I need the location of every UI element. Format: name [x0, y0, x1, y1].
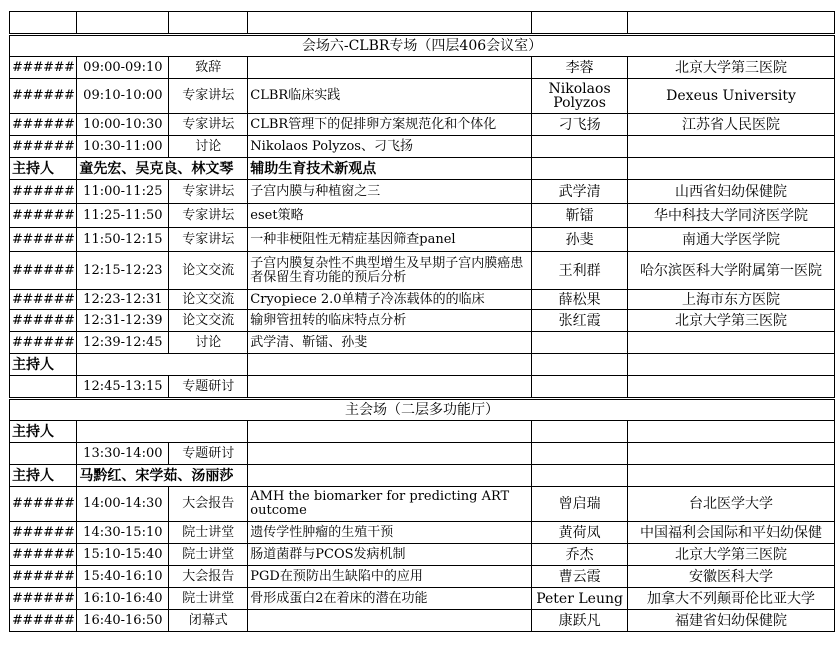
date-cell[interactable]: ###### — [10, 57, 77, 79]
header-cell[interactable] — [532, 12, 628, 34]
org-cell[interactable]: 加拿大不列颠哥伦比亚大学 — [628, 588, 835, 610]
topic-cell[interactable] — [248, 610, 532, 632]
speaker-cell[interactable]: 曹云霞 — [532, 566, 628, 588]
session-topic[interactable] — [248, 354, 532, 376]
host-label[interactable]: 主持人 — [10, 421, 77, 443]
date-cell[interactable] — [10, 443, 77, 465]
time-cell[interactable]: 14:00-14:30 — [77, 487, 169, 522]
time-cell[interactable]: 14:30-15:10 — [77, 522, 169, 544]
speaker-cell[interactable]: 孙斐 — [532, 228, 628, 252]
org-cell[interactable]: 华中科技大学同济医学院 — [628, 204, 835, 228]
speaker-cell[interactable] — [532, 136, 628, 158]
host-row — [10, 158, 835, 180]
date-cell[interactable]: ###### — [10, 180, 77, 204]
schedule-row — [10, 290, 835, 310]
org-cell[interactable]: Dexeus University — [628, 79, 835, 114]
time-cell[interactable]: 12:31-12:39 — [77, 310, 169, 332]
type-cell[interactable]: 论文交流 — [169, 310, 248, 332]
speaker-cell[interactable]: 曾启瑞 — [532, 487, 628, 522]
time-cell[interactable]: 11:25-11:50 — [77, 204, 169, 228]
org-cell[interactable] — [628, 376, 835, 398]
time-cell[interactable]: 16:10-16:40 — [77, 588, 169, 610]
speaker-cell[interactable]: 王利群 — [532, 252, 628, 290]
schedule-row — [10, 566, 835, 588]
topic-cell[interactable]: 肠道菌群与PCOS发病机制 — [248, 544, 532, 566]
speaker-cell[interactable]: 刁飞扬 — [532, 114, 628, 136]
date-cell[interactable]: ###### — [10, 290, 77, 310]
time-cell[interactable]: 16:40-16:50 — [77, 610, 169, 632]
org-cell[interactable]: 南通大学医学院 — [628, 228, 835, 252]
speaker-cell[interactable] — [532, 332, 628, 354]
header-cell[interactable] — [248, 12, 532, 34]
topic-cell[interactable]: 骨形成蛋白2在着床的潜在功能 — [248, 588, 532, 610]
date-cell[interactable]: ###### — [10, 310, 77, 332]
speaker-cell[interactable]: 李蓉 — [532, 57, 628, 79]
speaker-cell[interactable]: Peter Leung — [532, 588, 628, 610]
date-cell[interactable]: ###### — [10, 566, 77, 588]
type-cell[interactable]: 大会报告 — [169, 487, 248, 522]
topic-cell[interactable]: 武学清、靳镭、孙斐 — [248, 332, 532, 354]
date-cell[interactable] — [10, 376, 77, 398]
schedule-row — [10, 610, 835, 632]
date-cell[interactable]: ###### — [10, 114, 77, 136]
topic-cell[interactable] — [248, 443, 532, 465]
schedule-row — [10, 522, 835, 544]
time-cell[interactable]: 11:00-11:25 — [77, 180, 169, 204]
type-cell[interactable]: 院士讲堂 — [169, 522, 248, 544]
type-cell[interactable]: 专家讲坛 — [169, 79, 248, 114]
topic-cell[interactable]: 一种非梗阻性无精症基因筛查panel — [248, 228, 532, 252]
org-cell[interactable]: 中国福利会国际和平妇幼保健 — [628, 522, 835, 544]
time-cell[interactable]: 12:15-12:23 — [77, 252, 169, 290]
type-cell[interactable]: 专题研讨 — [169, 376, 248, 398]
org-cell[interactable] — [628, 136, 835, 158]
topic-cell[interactable]: 输卵管扭转的临床特点分析 — [248, 310, 532, 332]
org-cell[interactable]: 上海市东方医院 — [628, 290, 835, 310]
schedule-row — [10, 136, 835, 158]
host-names[interactable] — [77, 354, 248, 376]
org-cell[interactable] — [628, 443, 835, 465]
date-cell[interactable]: ###### — [10, 588, 77, 610]
header-cell[interactable] — [628, 12, 835, 34]
schedule-row — [10, 376, 835, 398]
time-cell[interactable]: 12:39-12:45 — [77, 332, 169, 354]
speaker-cell[interactable]: 武学清 — [532, 180, 628, 204]
speaker-cell[interactable]: 靳镭 — [532, 204, 628, 228]
type-cell[interactable]: 致辞 — [169, 57, 248, 79]
date-cell[interactable]: ###### — [10, 332, 77, 354]
section-title[interactable]: 主会场（二层多功能厅） — [10, 400, 835, 421]
type-cell[interactable]: 专家讲坛 — [169, 114, 248, 136]
org-cell[interactable]: 北京大学第三医院 — [628, 544, 835, 566]
org-cell[interactable]: 哈尔滨医科大学附属第一医院 — [628, 252, 835, 290]
time-cell[interactable]: 11:50-12:15 — [77, 228, 169, 252]
session-topic[interactable]: 辅助生育技术新观点 — [248, 158, 532, 180]
org-cell[interactable]: 山西省妇幼保健院 — [628, 180, 835, 204]
schedule-row — [10, 252, 835, 290]
org-cell[interactable]: 福建省妇幼保健院 — [628, 610, 835, 632]
empty-cell[interactable] — [532, 465, 628, 487]
session-topic[interactable] — [248, 421, 532, 443]
empty-cell[interactable] — [532, 158, 628, 180]
type-cell[interactable]: 闭幕式 — [169, 610, 248, 632]
date-cell[interactable]: ###### — [10, 228, 77, 252]
schedule-row — [10, 57, 835, 79]
org-cell[interactable] — [628, 332, 835, 354]
date-cell[interactable]: ###### — [10, 544, 77, 566]
empty-cell[interactable] — [628, 158, 835, 180]
schedule-row — [10, 79, 835, 114]
host-names[interactable] — [77, 421, 248, 443]
time-cell[interactable]: 15:40-16:10 — [77, 566, 169, 588]
topic-cell[interactable]: 子宫内膜复杂性不典型增生及早期子宫内膜癌患者保留生育功能的预后分析 — [248, 252, 532, 290]
host-label[interactable]: 主持人 — [10, 465, 77, 487]
host-row — [10, 465, 835, 487]
schedule-row — [10, 332, 835, 354]
type-cell[interactable]: 专家讲坛 — [169, 180, 248, 204]
host-names[interactable]: 马黔红、宋学茹、汤丽莎 — [77, 465, 248, 487]
speaker-cell[interactable]: 康跃凡 — [532, 610, 628, 632]
host-row — [10, 421, 835, 443]
topic-cell[interactable] — [248, 376, 532, 398]
date-cell[interactable]: ###### — [10, 204, 77, 228]
header-cell[interactable] — [10, 12, 77, 34]
host-row — [10, 354, 835, 376]
type-cell[interactable]: 论文交流 — [169, 252, 248, 290]
type-cell[interactable]: 大会报告 — [169, 566, 248, 588]
type-cell[interactable]: 院士讲堂 — [169, 588, 248, 610]
schedule-row — [10, 443, 835, 465]
org-cell[interactable]: 北京大学第三医院 — [628, 310, 835, 332]
type-cell[interactable]: 讨论 — [169, 136, 248, 158]
schedule-row — [10, 588, 835, 610]
host-label[interactable]: 主持人 — [10, 158, 77, 180]
org-cell[interactable]: 北京大学第三医院 — [628, 57, 835, 79]
type-cell[interactable]: 专题研讨 — [169, 443, 248, 465]
time-cell[interactable]: 10:30-11:00 — [77, 136, 169, 158]
schedule-row — [10, 228, 835, 252]
header-row — [10, 12, 835, 34]
schedule-row — [10, 310, 835, 332]
section-title[interactable]: 会场六-CLBR专场（四层406会议室） — [10, 36, 835, 57]
topic-cell[interactable]: Cryopiece 2.0单精子冷冻载体的的临床 — [248, 290, 532, 310]
org-cell[interactable]: 台北医学大学 — [628, 487, 835, 522]
topic-cell[interactable]: AMH the biomarker for predicting ART outcome — [248, 487, 532, 522]
topic-cell[interactable]: CLBR临床实践 — [248, 79, 532, 114]
schedule-row — [10, 114, 835, 136]
topic-cell[interactable]: Nikolaos Polyzos、刁飞扬 — [248, 136, 532, 158]
time-cell[interactable]: 13:30-14:00 — [77, 443, 169, 465]
type-cell[interactable]: 专家讲坛 — [169, 228, 248, 252]
topic-cell[interactable] — [248, 57, 532, 79]
schedule-row — [10, 544, 835, 566]
schedule-row — [10, 180, 835, 204]
topic-cell[interactable]: 遗传学性肿瘤的生殖干预 — [248, 522, 532, 544]
time-cell[interactable]: 09:10-10:00 — [77, 79, 169, 114]
type-cell[interactable]: 论文交流 — [169, 290, 248, 310]
topic-cell[interactable]: CLBR管理下的促排卵方案规范化和个体化 — [248, 114, 532, 136]
speaker-cell[interactable]: 薛松果 — [532, 290, 628, 310]
speaker-cell[interactable]: 黄荷凤 — [532, 522, 628, 544]
speaker-cell[interactable] — [532, 443, 628, 465]
schedule-row — [10, 487, 835, 522]
topic-cell[interactable]: PGD在预防出生缺陷中的应用 — [248, 566, 532, 588]
date-cell[interactable]: ###### — [10, 522, 77, 544]
empty-cell[interactable] — [628, 421, 835, 443]
header-cell[interactable] — [169, 12, 248, 34]
topic-cell[interactable]: eset策略 — [248, 204, 532, 228]
speaker-cell[interactable] — [532, 376, 628, 398]
time-cell[interactable]: 12:45-13:15 — [77, 376, 169, 398]
org-cell[interactable]: 江苏省人民医院 — [628, 114, 835, 136]
speaker-cell[interactable]: 乔杰 — [532, 544, 628, 566]
header-cell[interactable] — [77, 12, 169, 34]
time-cell[interactable]: 12:23-12:31 — [77, 290, 169, 310]
host-label[interactable]: 主持人 — [10, 354, 77, 376]
type-cell[interactable]: 讨论 — [169, 332, 248, 354]
date-cell[interactable]: ###### — [10, 136, 77, 158]
section-title-row — [10, 400, 835, 421]
date-cell[interactable]: ###### — [10, 487, 77, 522]
empty-cell[interactable] — [628, 465, 835, 487]
empty-cell[interactable] — [532, 421, 628, 443]
date-cell[interactable]: ###### — [10, 252, 77, 290]
speaker-cell[interactable]: 张红霞 — [532, 310, 628, 332]
speaker-cell[interactable]: Nikolaos Polyzos — [532, 79, 628, 114]
date-cell[interactable]: ###### — [10, 610, 77, 632]
schedule-row — [10, 204, 835, 228]
empty-cell[interactable] — [532, 354, 628, 376]
type-cell[interactable]: 院士讲堂 — [169, 544, 248, 566]
empty-cell[interactable] — [628, 354, 835, 376]
schedule-table — [9, 11, 835, 632]
time-cell[interactable]: 10:00-10:30 — [77, 114, 169, 136]
session-topic[interactable] — [248, 465, 532, 487]
time-cell[interactable]: 15:10-15:40 — [77, 544, 169, 566]
host-names[interactable]: 童先宏、吴克良、林文琴 — [77, 158, 248, 180]
topic-cell[interactable]: 子宫内膜与种植窗之三 — [248, 180, 532, 204]
section-title-row — [10, 36, 835, 57]
type-cell[interactable]: 专家讲坛 — [169, 204, 248, 228]
date-cell[interactable]: ###### — [10, 79, 77, 114]
time-cell[interactable]: 09:00-09:10 — [77, 57, 169, 79]
org-cell[interactable]: 安徽医科大学 — [628, 566, 835, 588]
